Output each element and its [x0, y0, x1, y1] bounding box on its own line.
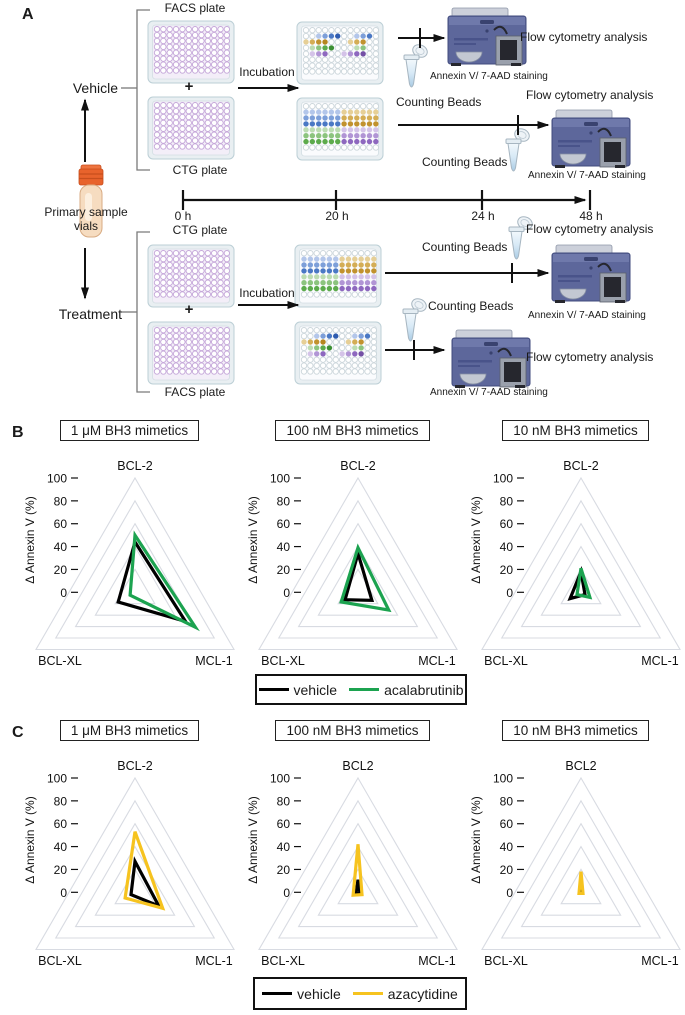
radar-axis-label-bclxl: BCL-XL — [484, 654, 528, 668]
tick-label-0: 0 — [506, 585, 513, 600]
flow-cytometer-icon-2 — [552, 110, 630, 168]
radar-axis-ticks — [493, 772, 524, 900]
tick-label-60: 60 — [499, 817, 513, 832]
legend-line-acalabrutinib — [349, 688, 379, 691]
ctg-plate-label-vehicle: CTG plate — [172, 163, 228, 177]
tick-label-100: 100 — [492, 471, 513, 486]
legend-item-vehicle-b — [259, 682, 338, 698]
counting-beads-label-1: Counting Beads — [396, 95, 482, 109]
tick-label-60: 60 — [276, 817, 290, 832]
ctg-plate-treatment — [148, 245, 234, 307]
counting-beads-label-2: Counting Beads — [422, 155, 508, 169]
chart-title-b3: 10 nM BH3 mimetics — [502, 420, 649, 441]
legend-item-vehicle-c — [262, 986, 341, 1002]
legend-item-acalabrutinib — [349, 682, 463, 698]
flow-cytometry-label-1: Flow cytometry analysis — [520, 30, 648, 44]
facs-plate-treatment — [148, 322, 234, 384]
facs-plate-incubated-vehicle — [297, 22, 383, 84]
facs-plate-label-treatment: FACS plate — [164, 385, 226, 399]
plus-sign-treatment: + — [184, 301, 194, 318]
tick-label-20: 20 — [276, 862, 290, 877]
vehicle-arm-label: Vehicle — [72, 80, 118, 96]
incubation-label-vehicle: Incubation — [239, 65, 295, 79]
tick-label-20: 20 — [276, 562, 290, 577]
chart-title-c3: 10 nM BH3 mimetics — [502, 720, 649, 741]
tick-label-100: 100 — [46, 771, 67, 786]
radar-chart-c1 — [20, 758, 239, 1010]
annexin-staining-label-3: Annexin V/ 7-AAD staining — [528, 310, 646, 321]
tick-label-40: 40 — [276, 540, 290, 555]
plus-sign-vehicle: + — [184, 78, 194, 95]
chart-title-b2: 100 nM BH3 mimetics — [275, 420, 429, 441]
facs-plate-incubated-treatment — [295, 322, 381, 384]
tick-label-60: 60 — [499, 517, 513, 532]
radar-series-azacytidine — [125, 832, 163, 909]
tick-label-80: 80 — [499, 494, 513, 509]
radar-axis-title: Δ Annexin V (%) — [469, 496, 483, 584]
radar-axis-title: Δ Annexin V (%) — [23, 496, 37, 584]
tick-label-40: 40 — [499, 840, 513, 855]
counting-beads-tube-icon-1 — [404, 42, 429, 87]
tick-label-40: 40 — [276, 840, 290, 855]
tick-label-60: 60 — [53, 817, 67, 832]
legend-line-azacytidine — [353, 992, 383, 995]
radar-axis-label-mcl1: MCL-1 — [418, 954, 456, 968]
radar-axis-title: Δ Annexin V (%) — [246, 496, 260, 584]
bracket — [121, 10, 150, 170]
radar-axis-ticks — [270, 772, 301, 900]
legend-panel-b — [255, 674, 467, 705]
annexin-staining-label-1: Annexin V/ 7-AAD staining — [430, 71, 548, 82]
tick-label-0: 0 — [506, 885, 513, 900]
radar-chart-b1 — [20, 458, 239, 710]
radar-axis-ticks — [47, 472, 78, 600]
panel-b-letter: B — [12, 424, 24, 441]
radar-axis-label-mcl1: MCL-1 — [195, 654, 233, 668]
tick-label-80: 80 — [53, 494, 67, 509]
radar-axis-label-bclxl: BCL-XL — [261, 954, 305, 968]
radar-axis-label-top: BCL-2 — [563, 459, 599, 473]
tick-label-40: 40 — [499, 540, 513, 555]
radar-axis-title: Δ Annexin V (%) — [23, 796, 37, 884]
tick-label-20: 20 — [499, 562, 513, 577]
panel-c-letter: C — [12, 724, 24, 741]
tick-label-40: 40 — [53, 540, 67, 555]
timeline-tick-label-0h: 0 h — [174, 209, 192, 223]
legend-item-azacytidine — [353, 986, 458, 1002]
tick-label-100: 100 — [269, 471, 290, 486]
facs-plate-label-vehicle: FACS plate — [164, 1, 226, 15]
flow-cytometry-label-4: Flow cytometry analysis — [526, 350, 654, 364]
ctg-plate-label-treatment: CTG plate — [172, 223, 228, 237]
ctg-to-cytometer-arrow-3 — [385, 263, 548, 283]
legend-line-vehicle-c — [262, 992, 292, 995]
radar-chart-c2 — [243, 758, 462, 1010]
tick-label-0: 0 — [60, 885, 67, 900]
bracket — [121, 232, 150, 392]
timeline-tick-label-20h: 20 h — [325, 209, 349, 223]
radar-axis-ticks — [270, 472, 301, 600]
timeline — [183, 190, 590, 210]
tick-label-80: 80 — [53, 794, 67, 809]
treatment-arm-label: Treatment — [58, 306, 122, 322]
tick-label-20: 20 — [53, 862, 67, 877]
tick-label-20: 20 — [499, 862, 513, 877]
radar-chart-b2 — [243, 458, 462, 710]
annexin-staining-label-2: Annexin V/ 7-AAD staining — [528, 170, 646, 181]
legend-label-vehicle-c: vehicle — [297, 985, 341, 1002]
flow-cytometer-icon-3 — [552, 245, 630, 303]
radar-axis-title: Δ Annexin V (%) — [469, 796, 483, 884]
radar-axis-label-bclxl: BCL-XL — [484, 954, 528, 968]
tick-label-100: 100 — [46, 471, 67, 486]
radar-axis-label-mcl1: MCL-1 — [641, 954, 679, 968]
ctg-plate-incubated-treatment — [295, 245, 381, 307]
radar-axis-ticks — [493, 472, 524, 600]
tick-label-100: 100 — [269, 771, 290, 786]
radar-axis-title: Δ Annexin V (%) — [246, 796, 260, 884]
legend-panel-c — [253, 977, 467, 1010]
tick-label-40: 40 — [53, 840, 67, 855]
chart-title-c2: 100 nM BH3 mimetics — [275, 720, 429, 741]
counting-beads-label-4: Counting Beads — [428, 299, 514, 313]
tick-label-0: 0 — [283, 885, 290, 900]
primary-sample-vials-label: Primary sample vials — [44, 205, 128, 233]
radar-axis-label-bclxl: BCL-XL — [38, 654, 82, 668]
ctg-plate-vehicle — [148, 97, 234, 159]
tick-label-100: 100 — [492, 771, 513, 786]
legend-label-acalabrutinib: acalabrutinib — [384, 681, 464, 698]
flow-cytometer-icon-4 — [452, 330, 530, 388]
radar-axis-label-top: BCL-2 — [117, 759, 153, 773]
annexin-staining-label-4: Annexin V/ 7-AAD staining — [430, 387, 548, 398]
radar-chart-b3 — [466, 458, 685, 710]
radar-axis-label-top: BCL2 — [342, 759, 374, 773]
legend-line-vehicle-b — [259, 688, 289, 691]
tick-label-80: 80 — [276, 494, 290, 509]
radar-axis-label-top: BCL2 — [565, 759, 597, 773]
tick-label-0: 0 — [283, 585, 290, 600]
tick-label-80: 80 — [499, 794, 513, 809]
radar-chart-c3 — [466, 758, 685, 1010]
radar-axis-label-bclxl: BCL-XL — [38, 954, 82, 968]
timeline-tick-label-24h: 24 h — [471, 209, 495, 223]
radar-axis-ticks — [47, 772, 78, 900]
radar-axis-label-top: BCL-2 — [117, 459, 153, 473]
timeline-tick-label-48h: 48 h — [579, 209, 603, 223]
ctg-plate-incubated-vehicle — [297, 98, 383, 160]
panel-a-letter: A — [22, 6, 34, 23]
facs-to-cytometer-arrow-1 — [398, 28, 444, 48]
facs-plate-vehicle — [148, 21, 234, 83]
tick-label-0: 0 — [60, 585, 67, 600]
chart-title-c1: 1 μM BH3 mimetics — [60, 720, 199, 741]
flow-cytometry-label-2: Flow cytometry analysis — [526, 88, 654, 102]
legend-label-azacytidine: azacytidine — [387, 985, 458, 1002]
radar-axis-label-mcl1: MCL-1 — [195, 954, 233, 968]
facs-to-cytometer-arrow-4 — [385, 340, 444, 360]
tick-label-60: 60 — [53, 517, 67, 532]
radar-axis-label-top: BCL-2 — [340, 459, 376, 473]
counting-beads-tube-icon-4 — [403, 296, 428, 341]
radar-axis-label-mcl1: MCL-1 — [641, 654, 679, 668]
tick-label-60: 60 — [276, 517, 290, 532]
tick-label-80: 80 — [276, 794, 290, 809]
counting-beads-label-3: Counting Beads — [422, 240, 508, 254]
flow-cytometer-icon-1 — [448, 8, 526, 66]
radar-axis-label-mcl1: MCL-1 — [418, 654, 456, 668]
legend-label-vehicle-b: vehicle — [293, 681, 338, 698]
incubation-label-treatment: Incubation — [239, 286, 295, 300]
flow-cytometry-label-3: Flow cytometry analysis — [526, 222, 654, 236]
tick-label-20: 20 — [53, 562, 67, 577]
chart-title-b1: 1 μM BH3 mimetics — [60, 420, 199, 441]
radar-axis-label-bclxl: BCL-XL — [261, 654, 305, 668]
